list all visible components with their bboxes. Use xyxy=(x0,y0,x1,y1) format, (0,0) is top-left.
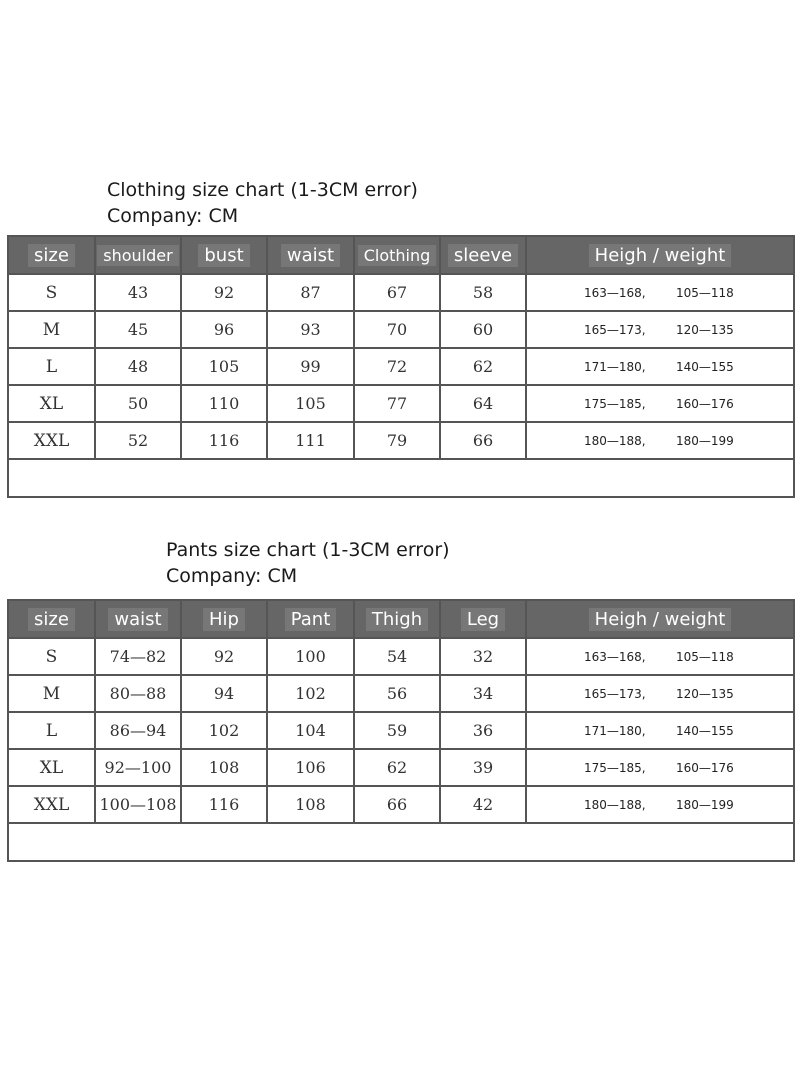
table-row xyxy=(8,712,794,749)
leg-cell: 39 xyxy=(440,749,526,786)
table-row xyxy=(8,749,794,786)
weight-value: 160—176 xyxy=(676,760,734,775)
weight-value: 140—155 xyxy=(676,359,734,374)
height-weight-cell xyxy=(526,274,794,311)
pants-header-size: size xyxy=(8,600,95,638)
height-weight-cell xyxy=(526,311,794,348)
waist-cell: 86—94 xyxy=(95,712,181,749)
clothing-length-cell: 67 xyxy=(354,274,440,311)
waist-cell: 93 xyxy=(267,311,354,348)
pant-cell: 104 xyxy=(267,712,354,749)
table-row xyxy=(8,311,794,348)
clothing-header-row xyxy=(8,236,794,274)
thigh-cell: 56 xyxy=(354,675,440,712)
table-row xyxy=(8,348,794,385)
waist-cell: 80—88 xyxy=(95,675,181,712)
height-weight-cell xyxy=(526,675,794,712)
height-value: 180—188, xyxy=(584,797,646,812)
pant-cell: 106 xyxy=(267,749,354,786)
height-value: 171—180, xyxy=(584,359,646,374)
empty-cell xyxy=(8,823,794,861)
sleeve-cell: 66 xyxy=(440,422,526,459)
sleeve-cell: 62 xyxy=(440,348,526,385)
leg-cell: 34 xyxy=(440,675,526,712)
weight-value: 105—118 xyxy=(676,649,734,664)
weight-value: 120—135 xyxy=(676,686,734,701)
leg-cell: 32 xyxy=(440,638,526,675)
sleeve-cell: 64 xyxy=(440,385,526,422)
weight-value: 140—155 xyxy=(676,723,734,738)
empty-cell xyxy=(8,459,794,497)
height-value: 171—180, xyxy=(584,723,646,738)
table-row xyxy=(8,638,794,675)
shoulder-cell: 52 xyxy=(95,422,181,459)
height-weight-cell xyxy=(526,786,794,823)
height-weight-cell xyxy=(526,385,794,422)
hip-cell: 94 xyxy=(181,675,267,712)
hip-cell: 108 xyxy=(181,749,267,786)
shoulder-cell: 43 xyxy=(95,274,181,311)
height-weight-cell xyxy=(526,712,794,749)
pant-cell: 102 xyxy=(267,675,354,712)
weight-value: 180—199 xyxy=(676,433,734,448)
table-row xyxy=(8,422,794,459)
size-cell: XXL xyxy=(8,786,95,823)
height-weight-cell xyxy=(526,638,794,675)
bust-cell: 116 xyxy=(181,422,267,459)
thigh-cell: 54 xyxy=(354,638,440,675)
bust-cell: 105 xyxy=(181,348,267,385)
hip-cell: 116 xyxy=(181,786,267,823)
clothing-caption xyxy=(107,177,418,229)
weight-value: 105—118 xyxy=(676,285,734,300)
table-row xyxy=(8,786,794,823)
size-cell: L xyxy=(8,348,95,385)
table-row xyxy=(8,385,794,422)
clothing-header-height-weight: Heigh / weight xyxy=(526,236,794,274)
pants-company: Company: CM xyxy=(166,565,298,587)
clothing-header-shoulder: shoulder xyxy=(95,236,181,274)
shoulder-cell: 48 xyxy=(95,348,181,385)
size-cell: XXL xyxy=(8,422,95,459)
hip-cell: 92 xyxy=(181,638,267,675)
pants-header-hip: Hip xyxy=(181,600,267,638)
waist-cell: 99 xyxy=(267,348,354,385)
clothing-title: Clothing size chart (1-3CM error) xyxy=(107,179,418,201)
pants-header-waist: waist xyxy=(95,600,181,638)
weight-value: 160—176 xyxy=(676,396,734,411)
clothing-company: Company: CM xyxy=(107,205,239,227)
clothing-length-cell: 79 xyxy=(354,422,440,459)
clothing-header-clothing: Clothing xyxy=(354,236,440,274)
pants-caption xyxy=(166,537,450,589)
height-value: 175—185, xyxy=(584,760,646,775)
empty-row xyxy=(8,823,794,861)
height-value: 175—185, xyxy=(584,396,646,411)
size-cell: XL xyxy=(8,749,95,786)
pants-header-thigh: Thigh xyxy=(354,600,440,638)
clothing-length-cell: 77 xyxy=(354,385,440,422)
height-value: 163—168, xyxy=(584,285,646,300)
thigh-cell: 62 xyxy=(354,749,440,786)
bust-cell: 92 xyxy=(181,274,267,311)
leg-cell: 36 xyxy=(440,712,526,749)
height-value: 163—168, xyxy=(584,649,646,664)
size-cell: L xyxy=(8,712,95,749)
waist-cell: 111 xyxy=(267,422,354,459)
waist-cell: 100—108 xyxy=(95,786,181,823)
thigh-cell: 66 xyxy=(354,786,440,823)
pants-header-leg: Leg xyxy=(440,600,526,638)
pants-size-table xyxy=(7,599,795,862)
waist-cell: 74—82 xyxy=(95,638,181,675)
leg-cell: 42 xyxy=(440,786,526,823)
shoulder-cell: 50 xyxy=(95,385,181,422)
sleeve-cell: 58 xyxy=(440,274,526,311)
pants-header-pant: Pant xyxy=(267,600,354,638)
bust-cell: 96 xyxy=(181,311,267,348)
shoulder-cell: 45 xyxy=(95,311,181,348)
size-cell: S xyxy=(8,274,95,311)
table-row xyxy=(8,675,794,712)
clothing-length-cell: 72 xyxy=(354,348,440,385)
height-weight-cell xyxy=(526,348,794,385)
weight-value: 180—199 xyxy=(676,797,734,812)
clothing-length-cell: 70 xyxy=(354,311,440,348)
pants-header-height-weight: Heigh / weight xyxy=(526,600,794,638)
size-cell: M xyxy=(8,675,95,712)
height-value: 180—188, xyxy=(584,433,646,448)
hip-cell: 102 xyxy=(181,712,267,749)
clothing-header-size: size xyxy=(8,236,95,274)
clothing-header-sleeve: sleeve xyxy=(440,236,526,274)
weight-value: 120—135 xyxy=(676,322,734,337)
size-cell: M xyxy=(8,311,95,348)
sleeve-cell: 60 xyxy=(440,311,526,348)
clothing-size-table xyxy=(7,235,795,498)
clothing-header-waist: waist xyxy=(267,236,354,274)
height-weight-cell xyxy=(526,422,794,459)
size-cell: XL xyxy=(8,385,95,422)
height-weight-cell xyxy=(526,749,794,786)
table-row xyxy=(8,274,794,311)
waist-cell: 87 xyxy=(267,274,354,311)
bust-cell: 110 xyxy=(181,385,267,422)
pant-cell: 100 xyxy=(267,638,354,675)
waist-cell: 92—100 xyxy=(95,749,181,786)
height-value: 165—173, xyxy=(584,686,646,701)
thigh-cell: 59 xyxy=(354,712,440,749)
waist-cell: 105 xyxy=(267,385,354,422)
pants-header-row xyxy=(8,600,794,638)
clothing-header-bust: bust xyxy=(181,236,267,274)
empty-row xyxy=(8,459,794,497)
pants-title: Pants size chart (1-3CM error) xyxy=(166,539,450,561)
pant-cell: 108 xyxy=(267,786,354,823)
size-cell: S xyxy=(8,638,95,675)
height-value: 165—173, xyxy=(584,322,646,337)
